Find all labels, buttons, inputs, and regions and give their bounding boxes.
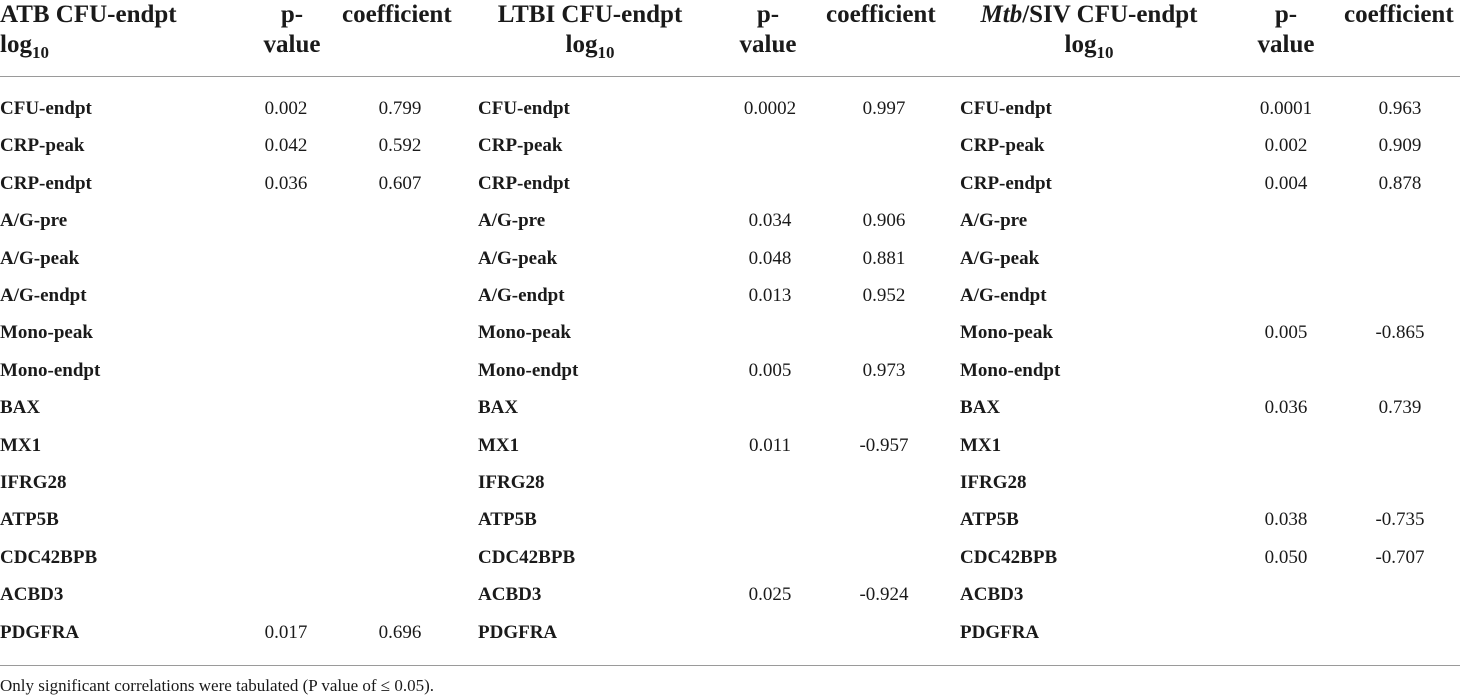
row-label: Mono-endpt [960,360,1061,381]
group-header-mtb-siv [946,0,1232,60]
pvalue-cell: 0.002 [264,98,308,119]
coefficient-cell: 0.973 [862,360,906,381]
row-label: A/G-endpt [478,285,565,306]
row-label: IFRG28 [478,472,545,493]
pvalue-header-line1: p- [280,1,304,28]
coefficient-cell: 0.881 [862,248,906,269]
row-label: CRP-peak [0,135,85,156]
pvalue-header-ltbi [728,0,808,60]
row-label: ATP5B [478,509,537,530]
coefficient-cell: 0.696 [378,622,422,643]
row-label: CRP-peak [960,135,1045,156]
row-label: CFU-endpt [960,98,1052,119]
pvalue-cell: 0.011 [748,435,792,456]
pvalue-header-atb [252,0,332,60]
coefficient-cell: -0.865 [1375,322,1425,343]
group-header-sub: 10 [597,43,615,62]
row-label: Mono-endpt [0,360,101,381]
row-label: CFU-endpt [478,98,570,119]
coefficient-cell: 0.739 [1378,397,1422,418]
row-label: ATP5B [0,509,59,530]
row-label: Mono-peak [960,322,1053,343]
row-label: CDC42BPB [478,547,576,568]
coefficient-cell: -0.735 [1375,509,1425,530]
coefficient-cell: -0.707 [1375,547,1425,568]
pvalue-cell: 0.042 [264,135,308,156]
row-label: A/G-pre [0,210,68,231]
pvalue-cell: 0.036 [1264,397,1308,418]
pvalue-cell: 0.002 [1264,135,1308,156]
row-label: A/G-peak [960,248,1040,269]
row-label: PDGFRA [960,622,1040,643]
pvalue-cell: 0.025 [748,584,792,605]
pvalue-header-line1: p- [756,1,780,28]
coefficient-cell: -0.924 [859,584,909,605]
row-label: CRP-peak [478,135,563,156]
coefficient-cell: 0.799 [378,98,422,119]
row-label: A/G-pre [478,210,546,231]
row-label: CRP-endpt [478,173,570,194]
pvalue-cell: 0.004 [1264,173,1308,194]
pvalue-header-line1: p- [1274,1,1298,28]
row-label: MX1 [960,435,1002,456]
group-header-log: log [565,31,598,58]
pvalue-header-line2: value [263,31,321,58]
coefficient-cell: 0.607 [378,173,422,194]
coefficient-cell: 0.906 [862,210,906,231]
row-label: IFRG28 [960,472,1027,493]
group-header-ltbi [460,0,720,60]
group-header-text: LTBI CFU-endpt [497,1,683,28]
row-label: MX1 [0,435,42,456]
row-label: PDGFRA [478,622,558,643]
coefficient-cell: 0.592 [378,135,422,156]
pvalue-header-line2: value [1257,31,1315,58]
coef-header-atb: coefficient [342,1,452,28]
coefficient-cell: 0.878 [1378,173,1422,194]
pvalue-cell: 0.036 [264,173,308,194]
pvalue-cell: 0.005 [748,360,792,381]
row-label: MX1 [478,435,520,456]
coefficient-cell: 0.952 [862,285,906,306]
group-header-italic: Mtb [980,1,1023,28]
pvalue-cell: 0.005 [1264,322,1308,343]
coef-header-mtb-siv: coefficient [1344,1,1454,28]
row-label: BAX [478,397,519,418]
pvalue-header-line2: value [739,31,797,58]
group-header-sub: 10 [31,43,49,62]
pvalue-cell: 0.0001 [1259,98,1313,119]
row-label: ATP5B [960,509,1019,530]
row-label: ACBD3 [478,584,542,605]
group-header-sub: 10 [1096,43,1114,62]
row-label: Mono-peak [0,322,93,343]
row-label: BAX [0,397,41,418]
row-label: BAX [960,397,1001,418]
coefficient-cell: 0.909 [1378,135,1422,156]
row-label: A/G-peak [0,248,80,269]
row-label: CDC42BPB [0,547,98,568]
row-label: PDGFRA [0,622,80,643]
coef-header-ltbi: coefficient [826,1,936,28]
coefficient-cell: -0.957 [859,435,909,456]
group-header-log: log [0,31,32,58]
row-label: CRP-endpt [960,173,1052,194]
pvalue-cell: 0.013 [748,285,792,306]
row-label: A/G-peak [478,248,558,269]
row-label: A/G-endpt [0,285,87,306]
row-label: ACBD3 [960,584,1024,605]
pvalue-cell: 0.0002 [743,98,797,119]
row-label: CRP-endpt [0,173,92,194]
group-header-atb [0,0,177,60]
pvalue-cell: 0.050 [1264,547,1308,568]
row-label: CDC42BPB [960,547,1058,568]
pvalue-cell: 0.034 [748,210,792,231]
row-label: CFU-endpt [0,98,92,119]
group-header-text: ATB CFU-endpt [0,1,177,28]
bottom-rule [0,665,1460,666]
pvalue-header-mtb-siv [1246,0,1326,60]
coefficient-cell: 0.963 [1378,98,1422,119]
pvalue-cell: 0.017 [264,622,308,643]
row-label: Mono-endpt [478,360,579,381]
row-label: ACBD3 [0,584,64,605]
row-label: A/G-pre [960,210,1028,231]
table-footnote: Only significant correlations were tabulated (P value of ≤ 0.05). [0,676,435,695]
pvalue-cell: 0.038 [1264,509,1308,530]
row-label: IFRG28 [0,472,67,493]
pvalue-cell: 0.048 [748,248,792,269]
coefficient-cell: 0.997 [862,98,906,119]
row-label: Mono-peak [478,322,571,343]
row-label: A/G-endpt [960,285,1047,306]
header-rule [0,76,1460,77]
group-header-log: log [1064,31,1097,58]
group-header-text: /SIV CFU-endpt [1022,1,1198,28]
